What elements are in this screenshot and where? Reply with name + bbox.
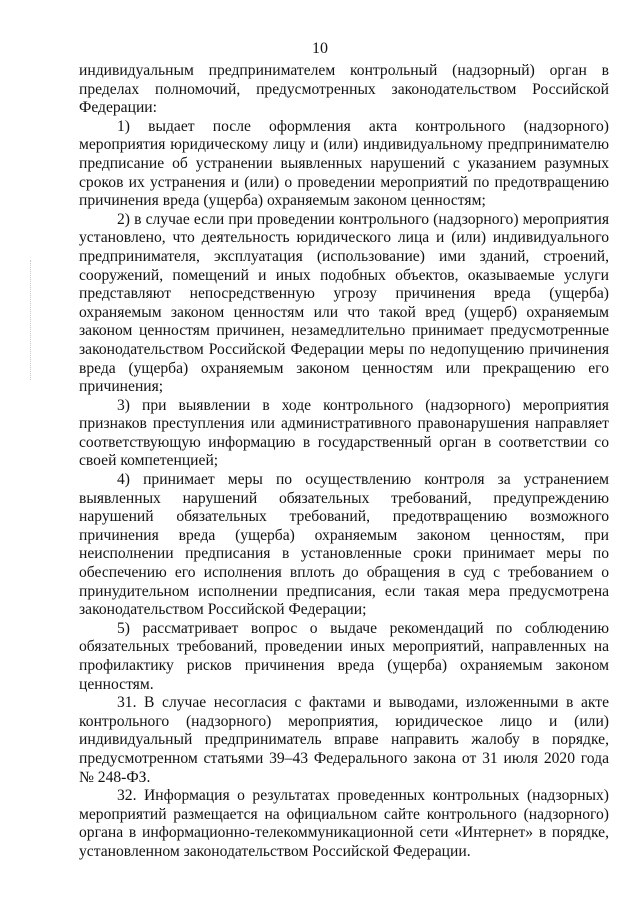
paragraph-item-1: 1) выдает после оформления акта контрольного (надзорного) мероприятия юридическому лицу и (или) индивидуальному предпринимателю предписание об устранении выявленных нарушений с указанием разумных сроков их устранения и (или) о проведении мероприятий по предотвращению причинения вреда (ущерба) охраняемым законом ценностям; (79, 117, 609, 210)
paragraph-item-4: 4) принимает меры по осуществлению контроля за устранением выявленных нарушений обязательных требований, предупреждению нарушений обязательных требований, предотвращению возможного причинения вреда (ущерба) охраняемым законом ценностям, при неисполнении предписания в установленные сроки принимает меры по обеспечению его исполнения вплоть до обращения в суд с требованием о принудительном исполнении предписания, если такая мера предусмотрена законодательством Российской Федерации; (79, 471, 609, 619)
paragraph-item-3: 3) при выявлении в ходе контрольного (надзорного) мероприятия признаков преступления или административного правонарушения направляет соответствующую информацию в государственный орган в соответствии со своей компетенцией; (79, 396, 609, 470)
paragraph-continuation: индивидуальным предпринимателем контрольный (надзорный) орган в пределах полномочий, предусмотренных законодательством Российской Федерации: (79, 62, 609, 117)
page-number: 10 (312, 40, 328, 57)
document-body (79, 62, 609, 862)
paragraph-clause-32: 32. Информация о результатах проведенных контрольных (надзорных) мероприятий размещается на официальном сайте контрольного (надзорного) органа в информационно-телекоммуникационной сети «Интернет» в порядке, установленном законодательством Российской Федерации. (79, 787, 609, 860)
paragraph-clause-31: 31. В случае несогласия с фактами и выводами, изложенными в акте контрольного (надзорного) мероприятия, юридическое лицо и (или) индивидуальный предприниматель вправе направить жалобу в порядке, предусмотренном статьями 39–43 Федерального закона от 31 июля 2020 года № 248-ФЗ. (79, 694, 609, 786)
paragraph-item-5: 5) рассматривает вопрос о выдаче рекомендаций по соблюдению обязательных требований, проведении иных мероприятий, направленных на профилактику рисков причинения вреда (ущерба) охраняемым законом ценностям. (79, 619, 609, 693)
scan-margin-mark (30, 260, 33, 380)
paragraph-item-2: 2) в случае если при проведении контрольного (надзорного) мероприятия установлено, что деятельность юридического лица и (или) индивидуального предпринимателя, эксплуатация (использование) ими зданий, строений, сооружений, помещений и иных подобных объектов, оказываемые услуги представляют непосредственную угрозу причинения вреда (ущерба) охраняемым законом ценностям или что такой вред (ущерб) охраняемым законом ценностям причинен, незамедлительно принимает предусмотренные законодательством Российской Федерации меры по недопущению причинения вреда (ущерба) охраняемым законом ценностям или прекращению его причинения; (79, 210, 609, 396)
